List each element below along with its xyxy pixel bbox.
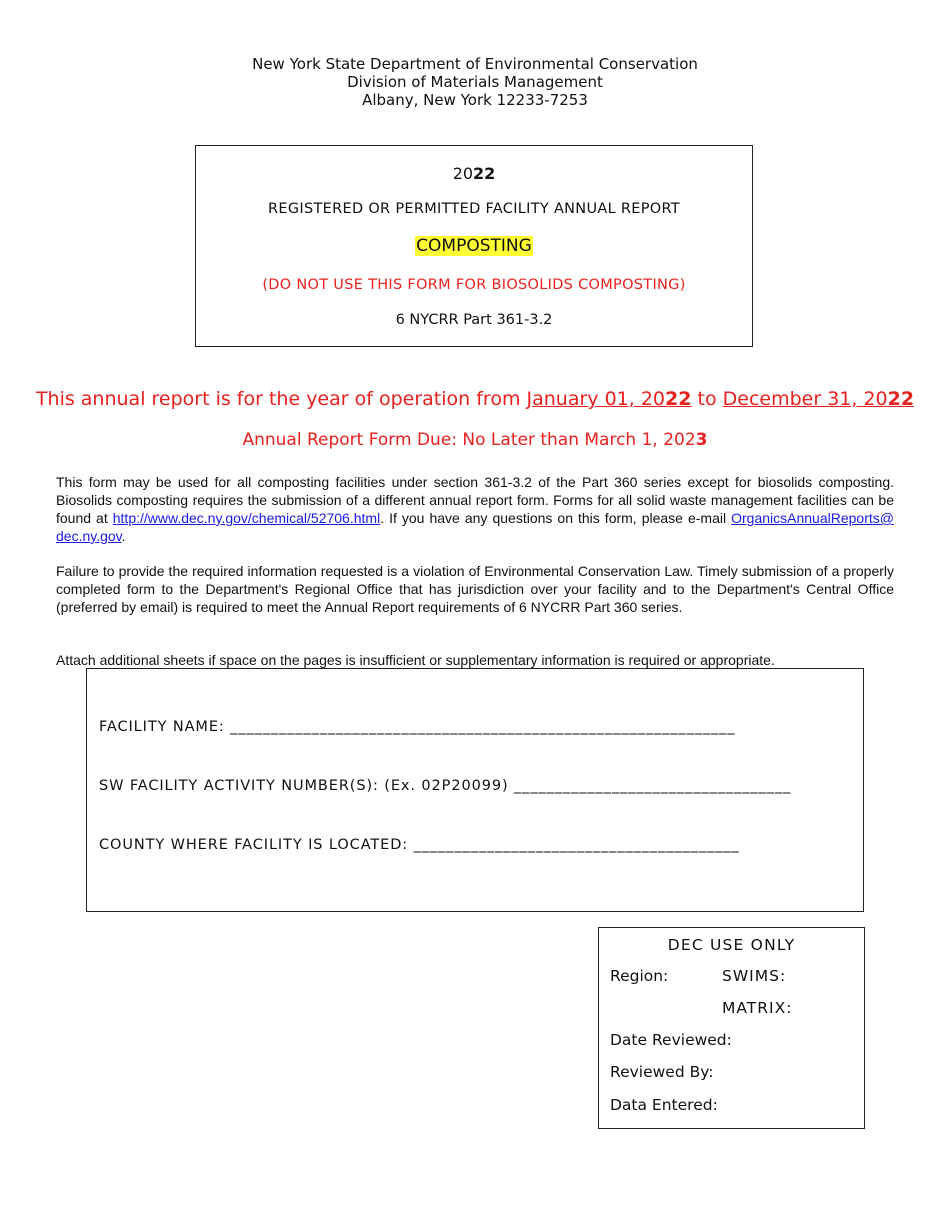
biosolids-warning: (DO NOT USE THIS FORM FOR BIOSOLIDS COMPOSTING)	[262, 277, 686, 293]
report-type	[196, 236, 752, 256]
report-title: REGISTERED OR PERMITTED FACILITY ANNUAL REPORT	[268, 201, 680, 217]
agency-header	[0, 55, 950, 109]
reporting-period: This annual report is for the year of operation from January 01, 2022 to December 31, 2022	[35, 388, 915, 410]
activity-number-field[interactable]: SW FACILITY ACTIVITY NUMBER(S): (Ex. 02P20099) __________________________________	[99, 778, 792, 794]
swims-label: SWIMS:	[722, 967, 787, 985]
date-reviewed-label: Date Reviewed:	[610, 1031, 732, 1049]
agency-name: New York State Department of Environmental Conservation	[252, 55, 698, 73]
agency-address: Albany, New York 12233-7253	[362, 91, 588, 109]
facility-info-box	[86, 668, 864, 912]
reviewed-by-label: Reviewed By:	[610, 1063, 714, 1081]
period-start: January 01, 2022	[526, 388, 692, 410]
data-entered-label: Data Entered:	[610, 1096, 718, 1114]
dec-use-title: DEC USE ONLY	[667, 936, 796, 954]
period-end: December 31, 2022	[722, 388, 915, 410]
attach-sheets-note: Attach additional sheets if space on the pages is insufficient or supplementary information is required or appropriate.	[56, 652, 775, 668]
compliance-paragraph: Failure to provide the required information requested is a violation of Environmental Conservation Law. Timely submission of a properly completed form to the Department's Regional Office that has jurisdiction over your facility and to the Department's Central Office (preferred by email) is required to meet the Annual Report requirements of 6 NYCRR Part 360 series.	[56, 563, 894, 615]
forms-link[interactable]: http://www.dec.ny.gov/chemical/52706.html	[112, 510, 381, 526]
dec-use-only-box	[598, 927, 865, 1129]
report-title-box	[195, 145, 753, 347]
due-date: Annual Report Form Due: No Later than March 1, 2023	[242, 430, 708, 450]
region-label: Region:	[610, 967, 669, 985]
facility-name-field[interactable]: FACILITY NAME: ______________________________________________________________	[99, 719, 736, 735]
regulation-reference: 6 NYCRR Part 361-3.2	[395, 312, 553, 328]
division-name: Division of Materials Management	[347, 73, 603, 91]
matrix-label: MATRIX:	[722, 999, 793, 1017]
report-type-highlight: COMPOSTING	[416, 236, 532, 256]
email-link[interactable]: OrganicsAnnualReports@ dec.ny.gov	[56, 510, 894, 544]
county-field[interactable]: COUNTY WHERE FACILITY IS LOCATED: ________________________________________	[99, 837, 740, 853]
instructions-paragraph: This form may be used for all composting facilities under section 361-3.2 of the Part 360 series except for biosolids composting. Biosolids composting requires the submission of a different annual report form. Forms for all solid waste management facilities can be found at http://www.dec.ny.gov/chemical/52706.html. If you have any questions on this form, please e-mail OrganicsAnnualReports@ dec.ny.gov.	[56, 474, 894, 544]
report-year: 2022	[452, 164, 496, 183]
